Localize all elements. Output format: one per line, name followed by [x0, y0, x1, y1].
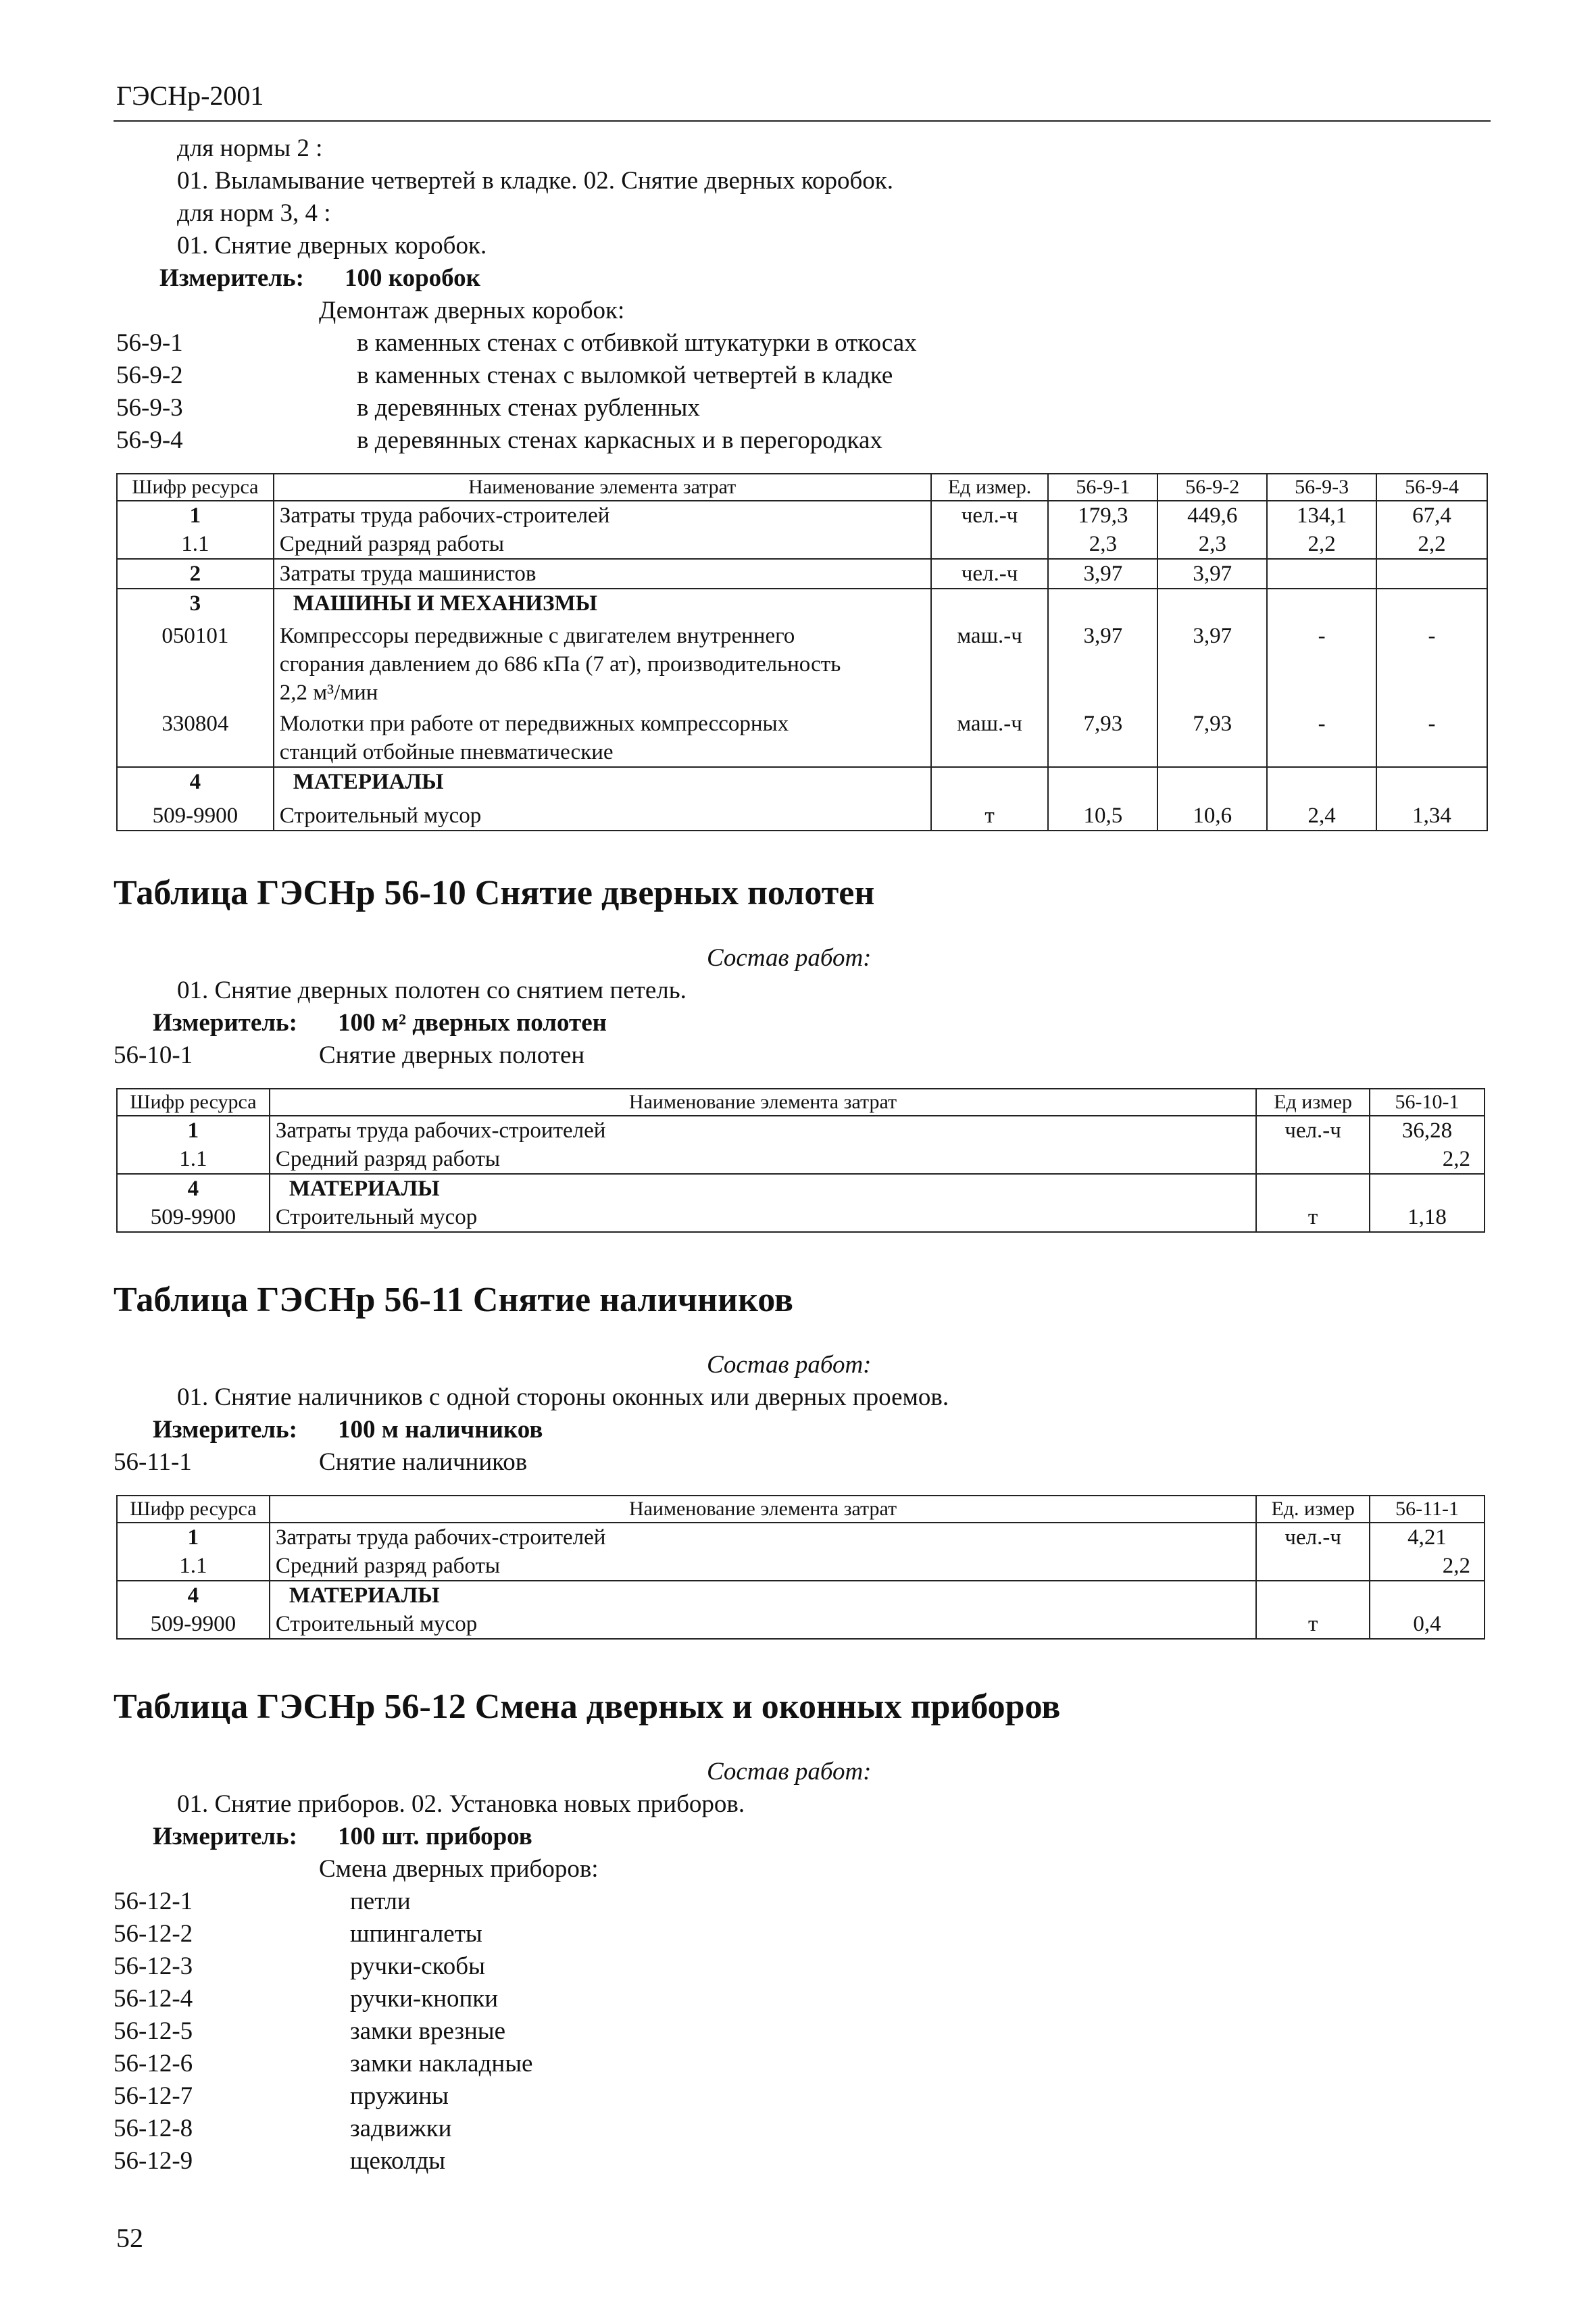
norm-text: пружины	[350, 2082, 449, 2110]
unit	[1256, 1145, 1370, 1174]
norm-code: 56-12-2	[114, 1920, 193, 1948]
resource-name: Средний разряд работы	[274, 530, 931, 559]
unit: чел.-ч	[931, 501, 1049, 530]
norm-text: петли	[350, 1888, 411, 1915]
value: 2,4	[1267, 796, 1376, 831]
resource-name: сгорания давлением до 686 кПа (7 ат), производительность	[279, 652, 841, 676]
section-title: МАТЕРИАЛЫ	[270, 1174, 1256, 1203]
norm-text: ручки-кнопки	[350, 1985, 499, 2013]
norm-code: 56-9-3	[116, 394, 183, 422]
unit: чел.-ч	[1256, 1523, 1370, 1552]
norm-text: в каменных стенах с отбивкой штукатурки в откосах	[357, 329, 917, 357]
norm-text: задвижки	[350, 2115, 452, 2142]
work-note: 01. Выламывание четвертей в кладке. 02. Снятие дверных коробок.	[177, 167, 893, 195]
resource-code: 4	[117, 1174, 270, 1203]
resource-code: 1	[117, 1116, 270, 1145]
work-note: для норм 3, 4 :	[177, 199, 331, 227]
resource-code: 509-9900	[117, 796, 274, 831]
table-row	[117, 1610, 1485, 1639]
value: 67,4	[1376, 501, 1487, 530]
table-title: Таблица ГЭСНр 56-10 Снятие дверных полотен	[114, 874, 875, 912]
composition-label: Состав работ:	[707, 1758, 872, 1786]
resource-code: 2	[117, 559, 274, 589]
page-number: 52	[116, 2223, 143, 2253]
norm-text: Снятие наличников	[319, 1448, 528, 1476]
norm-text: Снятие дверных полотен	[319, 1041, 585, 1069]
resource-code: 509-9900	[117, 1203, 270, 1232]
section-title: МАТЕРИАЛЫ	[270, 1581, 1256, 1610]
norm-text: в деревянных стенах каркасных и в перегородках	[357, 426, 882, 454]
value: 4,21	[1370, 1523, 1485, 1552]
resource-code: 330804	[117, 707, 274, 767]
measure-value: 100 коробок	[345, 264, 480, 292]
composition-label: Состав работ:	[707, 944, 872, 972]
resource-code: 1.1	[117, 1552, 270, 1581]
resource-code: 509-9900	[117, 1610, 270, 1639]
col-header: Ед. измер	[1256, 1496, 1370, 1523]
unit: маш.-ч	[931, 707, 1049, 767]
work-note: 01. Снятие приборов. 02. Установка новых приборов.	[177, 1790, 745, 1818]
col-header: Шифр ресурса	[117, 474, 274, 501]
resource-table-56-11	[116, 1495, 1485, 1640]
table-row	[117, 530, 1487, 559]
table-row	[117, 618, 1487, 707]
norm-text: замки врезные	[350, 2017, 506, 2045]
col-header: Наименование элемента затрат	[270, 1089, 1256, 1116]
document-code: ГЭСНр-2001	[116, 80, 264, 111]
unit	[931, 530, 1049, 559]
unit: т	[1256, 1203, 1370, 1232]
resource-name: Затраты труда рабочих-строителей	[274, 501, 931, 530]
norm-code: 56-9-4	[116, 426, 183, 454]
value: 134,1	[1267, 501, 1376, 530]
norm-code: 56-11-1	[114, 1448, 192, 1476]
measure-value: 100 м наличников	[338, 1416, 543, 1444]
table-title: Таблица ГЭСНр 56-11 Снятие наличников	[114, 1281, 794, 1319]
value: -	[1267, 707, 1376, 767]
norm-code: 56-12-5	[114, 2017, 193, 2045]
group-title: Смена дверных приборов:	[319, 1855, 599, 1883]
value: 2,3	[1157, 530, 1267, 559]
resource-table-56-10	[116, 1088, 1485, 1233]
value: 10,6	[1157, 796, 1267, 831]
work-note: 01. Снятие дверных полотен со снятием петель.	[177, 977, 687, 1004]
measure-value: 100 шт. приборов	[338, 1823, 532, 1850]
resource-name: Строительный мусор	[270, 1203, 1256, 1232]
norm-code: 56-12-4	[114, 1985, 193, 2013]
norm-text: шпингалеты	[350, 1920, 482, 1948]
resource-name: Затраты труда машинистов	[274, 559, 931, 589]
resource-code: 1	[117, 1523, 270, 1552]
norm-text: ручки-скобы	[350, 1952, 485, 1980]
table-row	[117, 1552, 1485, 1581]
col-header: Наименование элемента затрат	[270, 1496, 1256, 1523]
col-header: 56-9-4	[1376, 474, 1487, 501]
value: 3,97	[1048, 559, 1157, 589]
resource-code: 3	[117, 589, 274, 618]
norm-code: 56-12-1	[114, 1888, 193, 1915]
norm-text: щеколды	[350, 2147, 446, 2175]
norm-code: 56-12-9	[114, 2147, 193, 2175]
measure-label: Измеритель:	[153, 1416, 297, 1444]
resource-name: Строительный мусор	[274, 796, 931, 831]
value: -	[1376, 707, 1487, 767]
table-row	[117, 1203, 1485, 1232]
resource-name: Средний разряд работы	[270, 1552, 1256, 1581]
unit: чел.-ч	[1256, 1116, 1370, 1145]
table-row	[117, 1145, 1485, 1174]
measure-value: 100 м² дверных полотен	[338, 1009, 607, 1037]
measure-label: Измеритель:	[153, 1823, 297, 1850]
section-title: МАТЕРИАЛЫ	[274, 767, 931, 796]
table-row	[117, 1174, 1485, 1203]
norm-code: 56-12-7	[114, 2082, 193, 2110]
resource-name: 2,2 м³/мин	[279, 681, 378, 705]
table-row	[117, 559, 1487, 589]
section-title: МАШИНЫ И МЕХАНИЗМЫ	[274, 589, 931, 618]
resource-name: Компрессоры передвижные с двигателем внутреннего	[279, 624, 795, 648]
unit: т	[1256, 1610, 1370, 1639]
value: 0,4	[1370, 1610, 1485, 1639]
resource-code: 4	[117, 767, 274, 796]
norm-code: 56-9-1	[116, 329, 183, 357]
table-row	[117, 1523, 1485, 1552]
table-title: Таблица ГЭСНр 56-12 Смена дверных и оконных приборов	[114, 1688, 1061, 1726]
group-title: Демонтаж дверных коробок:	[319, 297, 625, 324]
resource-name: Средний разряд работы	[270, 1145, 1256, 1174]
composition-label: Состав работ:	[707, 1351, 872, 1379]
norm-text: в деревянных стенах рубленных	[357, 394, 700, 422]
value: 2,3	[1048, 530, 1157, 559]
table-row	[117, 767, 1487, 796]
table-row	[117, 796, 1487, 831]
resource-code: 1.1	[117, 530, 274, 559]
value: 7,93	[1048, 707, 1157, 767]
table-row	[117, 707, 1487, 767]
resource-code: 1.1	[117, 1145, 270, 1174]
measure-label: Измеритель:	[159, 264, 304, 292]
resource-name: Затраты труда рабочих-строителей	[270, 1523, 1256, 1552]
col-header: 56-10-1	[1370, 1089, 1485, 1116]
value: 1,18	[1370, 1203, 1485, 1232]
norm-code: 56-12-6	[114, 2050, 193, 2077]
resource-name: Затраты труда рабочих-строителей	[270, 1116, 1256, 1145]
col-header: 56-11-1	[1370, 1496, 1485, 1523]
unit: т	[931, 796, 1049, 831]
unit	[1256, 1552, 1370, 1581]
value: 7,93	[1157, 707, 1267, 767]
table-row	[117, 589, 1487, 618]
value: 3,97	[1157, 559, 1267, 589]
value: 3,97	[1157, 618, 1267, 707]
table-row	[117, 501, 1487, 530]
measure-label: Измеритель:	[153, 1009, 297, 1037]
value: 3,97	[1048, 618, 1157, 707]
table-row	[117, 1581, 1485, 1610]
resource-code: 1	[117, 501, 274, 530]
header-rule	[114, 120, 1491, 122]
work-note: 01. Снятие наличников с одной стороны оконных или дверных проемов.	[177, 1383, 949, 1411]
col-header: Ед измер.	[931, 474, 1049, 501]
resource-code: 050101	[117, 618, 274, 707]
unit: чел.-ч	[931, 559, 1049, 589]
norm-code: 56-10-1	[114, 1041, 193, 1069]
resource-name: Молотки при работе от передвижных компрессорных	[279, 712, 789, 736]
col-header: 56-9-2	[1157, 474, 1267, 501]
value: -	[1267, 618, 1376, 707]
resource-code: 4	[117, 1581, 270, 1610]
value: 179,3	[1048, 501, 1157, 530]
resource-table-56-9	[116, 473, 1488, 831]
value: 2,2	[1267, 530, 1376, 559]
value: 2,2	[1370, 1145, 1485, 1174]
value: 2,2	[1370, 1552, 1485, 1581]
work-note: 01. Снятие дверных коробок.	[177, 232, 487, 260]
col-header: Ед измер	[1256, 1089, 1370, 1116]
norm-text: в каменных стенах с выломкой четвертей в кладке	[357, 362, 893, 389]
col-header: Наименование элемента затрат	[274, 474, 931, 501]
col-header: 56-9-1	[1048, 474, 1157, 501]
col-header: Шифр ресурса	[117, 1089, 270, 1116]
value: 10,5	[1048, 796, 1157, 831]
value: 1,34	[1376, 796, 1487, 831]
norm-code: 56-12-8	[114, 2115, 193, 2142]
value	[1267, 559, 1376, 589]
work-note: для нормы 2 :	[177, 134, 323, 162]
value: 36,28	[1370, 1116, 1485, 1145]
norm-text: замки накладные	[350, 2050, 533, 2077]
value	[1376, 559, 1487, 589]
col-header: Шифр ресурса	[117, 1496, 270, 1523]
table-row	[117, 1116, 1485, 1145]
value: 2,2	[1376, 530, 1487, 559]
col-header: 56-9-3	[1267, 474, 1376, 501]
resource-name: станций отбойные пневматические	[279, 740, 614, 764]
value: -	[1376, 618, 1487, 707]
value: 449,6	[1157, 501, 1267, 530]
norm-code: 56-9-2	[116, 362, 183, 389]
norm-code: 56-12-3	[114, 1952, 193, 1980]
unit: маш.-ч	[931, 618, 1049, 707]
resource-name: Строительный мусор	[270, 1610, 1256, 1639]
